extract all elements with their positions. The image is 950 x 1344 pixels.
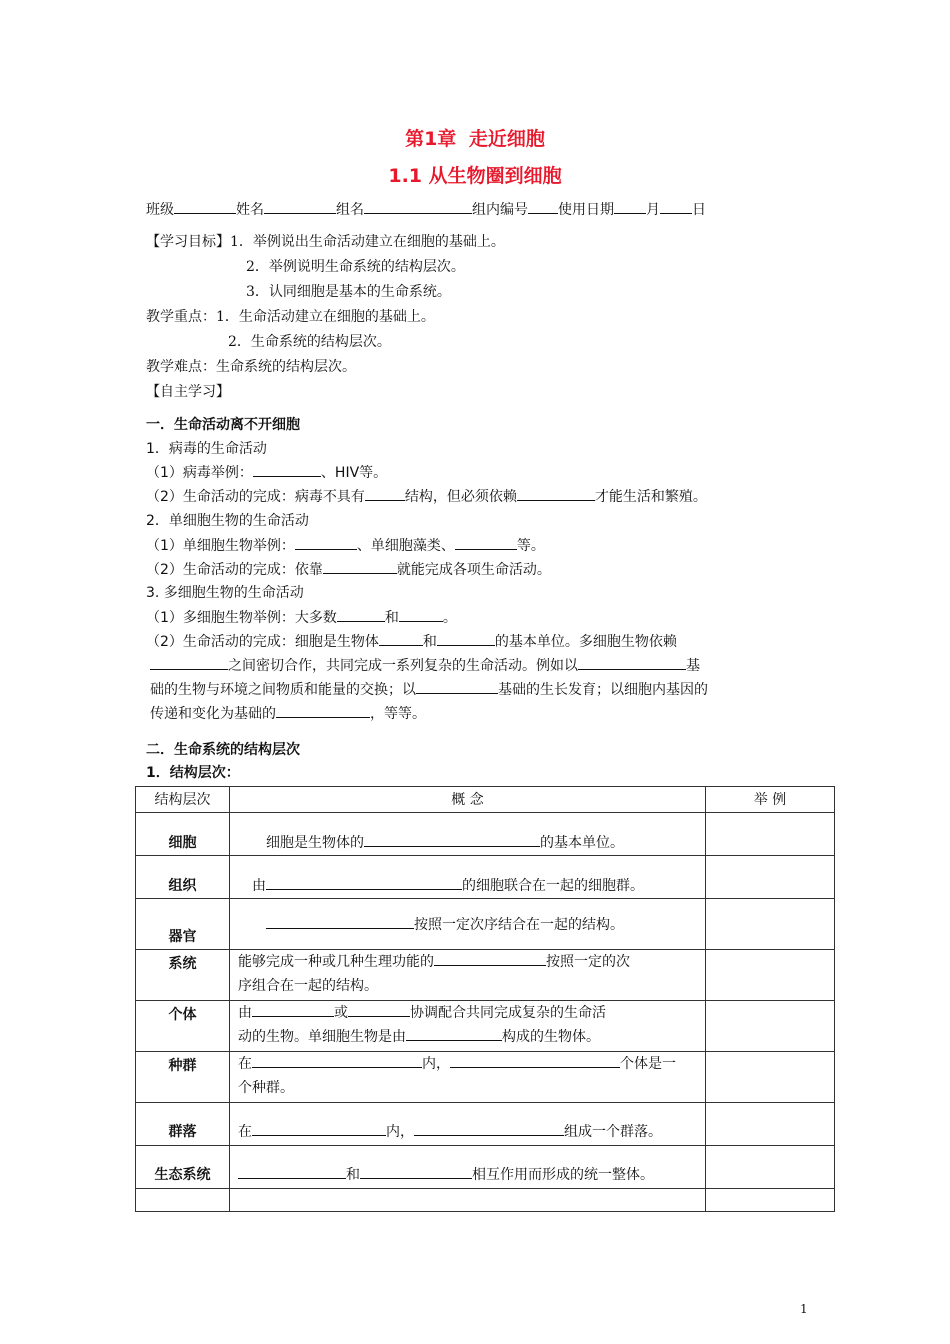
example-cell[interactable] [706, 1103, 835, 1146]
text: ，等等。 [370, 706, 426, 722]
concept-cell [230, 1052, 706, 1103]
s3-line4 [150, 679, 708, 700]
text: 之间密切合作，共同完成一系列复杂的生命活动。例如以 [228, 658, 578, 674]
text: 的基本单位。多细胞生物依赖 [494, 634, 677, 650]
difficulty-text: 生命系统的结构层次。 [216, 359, 356, 375]
concept-cell [230, 950, 706, 1001]
concept-cell [230, 856, 706, 899]
blank[interactable] [252, 1121, 386, 1136]
blank[interactable] [406, 1026, 502, 1041]
blank[interactable] [252, 1053, 422, 1068]
s3-title: 3. 多细胞生物的生命活动 [146, 585, 304, 601]
s2-line2 [146, 559, 551, 580]
concept-cell [230, 1103, 706, 1146]
text: 、HIV等。 [320, 465, 388, 481]
number-label: 组内编号 [472, 202, 528, 218]
text: 构成的生物体。 [502, 1029, 600, 1045]
text: 在 [238, 1124, 252, 1140]
level-cell: 生态系统 [136, 1146, 230, 1189]
text: 就能完成各项生命活动。 [396, 562, 551, 578]
text: 协调配合共同完成复杂的生命活 [410, 1005, 606, 1021]
header-concept: 概 念 [230, 787, 706, 813]
text: 。 [442, 610, 457, 626]
s1-line2 [146, 486, 707, 507]
date-label: 使用日期 [558, 202, 614, 218]
difficulty [146, 357, 356, 377]
text: （1）多细胞生物举例：大多数 [146, 610, 337, 626]
text: 和 [346, 1167, 360, 1183]
table-row [136, 1001, 835, 1052]
header-example: 举 例 [706, 787, 835, 813]
section-title: 1.1 从生物圈到细胞 [388, 165, 562, 187]
text: 或 [334, 1005, 348, 1021]
level-cell [136, 1189, 230, 1212]
text: （2）生命活动的完成：细胞是生物体 [146, 634, 379, 650]
table-row [136, 899, 835, 950]
blank[interactable] [337, 607, 385, 622]
text: 等。 [516, 538, 545, 554]
table-row [136, 1052, 835, 1103]
blank[interactable] [414, 1121, 564, 1136]
text: 个体是一 [620, 1056, 676, 1072]
key-point-item: 2．生命系统的结构层次。 [228, 334, 391, 350]
table-row [136, 1146, 835, 1189]
blank[interactable] [253, 462, 321, 477]
part1-heading: 一．生命活动离不开细胞 [146, 417, 300, 433]
text: （1）单细胞生物举例： [146, 538, 295, 554]
page-number: 1 [800, 1302, 808, 1316]
example-cell[interactable] [706, 1052, 835, 1103]
text: 才能生活和繁殖。 [594, 489, 707, 505]
blank[interactable] [238, 1164, 346, 1179]
concept-cell [230, 813, 706, 856]
s3-line2 [146, 631, 677, 652]
chapter-title: 第1章 走近细胞 [405, 128, 545, 150]
concept-cell [230, 1001, 706, 1052]
text: 、单细胞藻类、 [356, 538, 455, 554]
s2-title: 2．单细胞生物的生命活动 [146, 513, 309, 529]
text: 相互作用而形成的统一整体。 [472, 1167, 654, 1183]
blank[interactable] [348, 1002, 410, 1017]
example-cell[interactable] [706, 856, 835, 899]
name-label: 姓名 [236, 202, 264, 218]
level-cell: 种群 [136, 1052, 230, 1103]
difficulty-label: 教学难点： [146, 359, 216, 375]
text: 的细胞联合在一起的细胞群。 [462, 878, 644, 894]
blank[interactable] [360, 1164, 472, 1179]
structure-table [135, 786, 835, 1212]
blank[interactable] [266, 914, 414, 929]
blank[interactable] [434, 951, 546, 966]
example-cell[interactable] [706, 899, 835, 950]
text: 序组合在一起的结构。 [238, 978, 378, 994]
example-cell[interactable] [706, 813, 835, 856]
concept-cell [230, 1189, 706, 1212]
blank[interactable] [365, 486, 405, 501]
text: （2）生命活动的完成：依靠 [146, 562, 323, 578]
concept-cell [230, 1146, 706, 1189]
blank[interactable] [364, 832, 540, 847]
blank[interactable] [266, 875, 462, 890]
self-study-heading: 【自主学习】 [146, 384, 230, 400]
text: （1）病毒举例： [146, 465, 253, 481]
class-blank[interactable] [174, 199, 236, 214]
table-row [136, 1189, 835, 1212]
table-row [136, 1103, 835, 1146]
example-cell[interactable] [706, 950, 835, 1001]
blank[interactable] [150, 655, 228, 670]
text: 基 [686, 658, 700, 674]
objective-item: 3．认同细胞是基本的生命系统。 [246, 284, 451, 300]
text: 动的生物。单细胞生物是由 [238, 1029, 406, 1045]
s1-line1 [146, 462, 387, 483]
blank[interactable] [276, 703, 370, 718]
blank[interactable] [379, 631, 423, 646]
key-points-label: 教学重点： [146, 309, 216, 325]
text: 基础的生长发育；以细胞内基因的 [498, 682, 708, 698]
level-cell: 个体 [136, 1001, 230, 1052]
example-cell[interactable] [706, 1146, 835, 1189]
text: （2）生命活动的完成：病毒不具有 [146, 489, 365, 505]
objective-item: 1．举例说出生命活动建立在细胞的基础上。 [230, 234, 505, 250]
example-cell[interactable] [706, 1001, 835, 1052]
blank[interactable] [323, 559, 397, 574]
day-blank[interactable] [660, 199, 692, 214]
level-cell: 组织 [136, 856, 230, 899]
objectives [146, 232, 505, 252]
s3-line1 [146, 607, 457, 628]
s2-line1 [146, 535, 545, 556]
level-cell: 细胞 [136, 813, 230, 856]
level-cell: 群落 [136, 1103, 230, 1146]
group-label: 组名 [336, 202, 364, 218]
text: 由 [238, 1005, 252, 1021]
text: 和 [422, 634, 437, 650]
table-row [136, 813, 835, 856]
text: 础的生物与环境之间物质和能量的交换；以 [150, 682, 416, 698]
level-cell: 系统 [136, 950, 230, 1001]
blank[interactable] [450, 1053, 620, 1068]
table-row [136, 856, 835, 899]
key-point-item: 1．生命活动建立在细胞的基础上。 [216, 309, 435, 325]
blank[interactable] [252, 1002, 334, 1017]
group-blank[interactable] [364, 199, 472, 214]
text: 组成一个群落。 [564, 1124, 662, 1140]
text: 按照一定次序结合在一起的结构。 [414, 917, 624, 933]
month-blank[interactable] [614, 199, 646, 214]
example-cell[interactable] [706, 1189, 835, 1212]
blank[interactable] [437, 631, 495, 646]
class-label: 班级 [146, 202, 174, 218]
day-label: 日 [692, 202, 706, 218]
text: 按照一定的次 [546, 954, 630, 970]
text: 细胞是生物体的 [266, 835, 364, 851]
text: 在 [238, 1056, 252, 1072]
blank[interactable] [416, 679, 498, 694]
number-blank[interactable] [528, 199, 558, 214]
text: 结构，但必须依赖 [404, 489, 517, 505]
s3-line3 [150, 655, 700, 676]
student-info-line [146, 199, 706, 220]
table-row [136, 950, 835, 1001]
text: 个种群。 [238, 1080, 294, 1096]
part2-heading: 二．生命系统的结构层次 [146, 742, 300, 758]
header-level: 结构层次 [136, 787, 230, 813]
text: 内， [422, 1056, 450, 1072]
month-label: 月 [646, 202, 660, 218]
text: 内， [386, 1124, 414, 1140]
text: 由 [252, 878, 266, 894]
text: 能够完成一种或几种生理功能的 [238, 954, 434, 970]
objective-item: 2．举例说明生命系统的结构层次。 [246, 259, 465, 275]
name-blank[interactable] [264, 199, 336, 214]
s3-line5 [150, 703, 426, 724]
blank[interactable] [517, 486, 595, 501]
blank[interactable] [455, 535, 517, 550]
key-points [146, 307, 435, 327]
blank[interactable] [399, 607, 443, 622]
text: 和 [384, 610, 399, 626]
table-header-row [136, 787, 835, 813]
concept-cell [230, 899, 706, 950]
s1-title: 1．病毒的生命活动 [146, 441, 267, 457]
part2-sub: 1．结构层次： [146, 765, 240, 781]
blank[interactable] [295, 535, 357, 550]
objectives-label: 【学习目标】 [146, 234, 230, 250]
level-cell: 器官 [136, 899, 230, 950]
text: 传递和变化为基础的 [150, 706, 276, 722]
blank[interactable] [578, 655, 686, 670]
text: 的基本单位。 [540, 835, 624, 851]
